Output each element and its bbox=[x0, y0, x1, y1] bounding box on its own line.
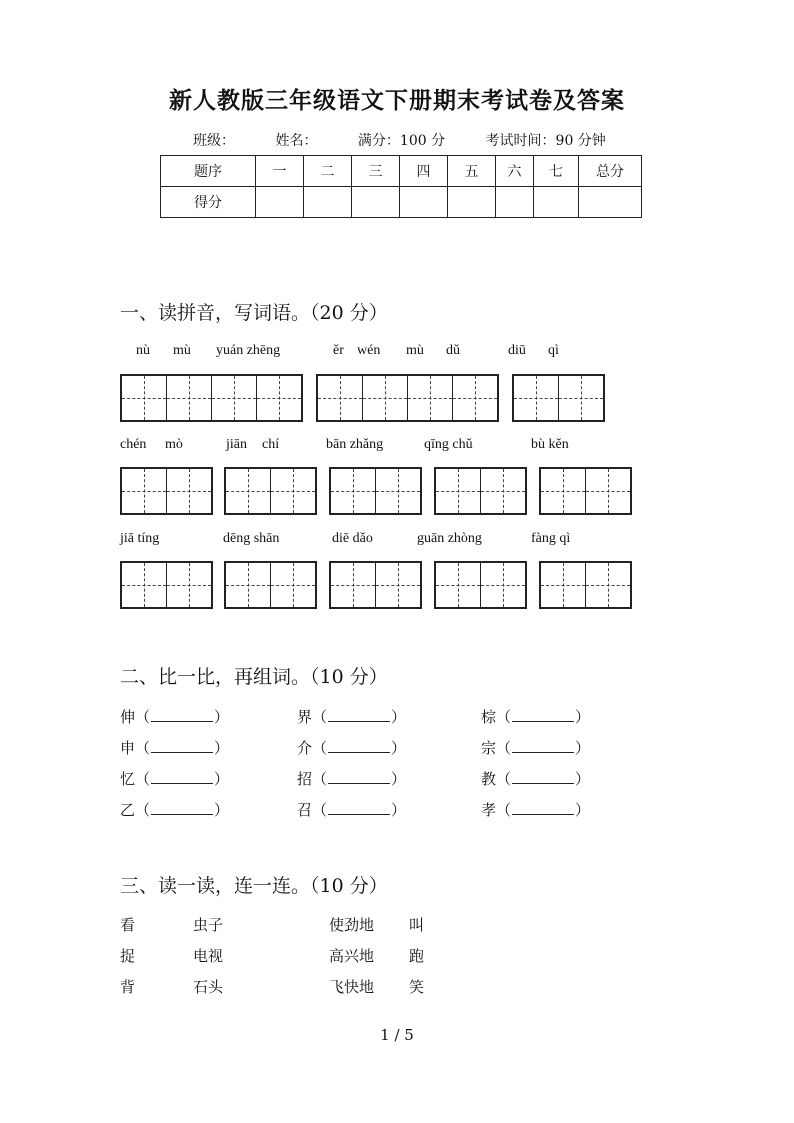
tianzige-2[interactable] bbox=[120, 467, 213, 515]
paren: ） bbox=[575, 739, 591, 757]
score-table-header bbox=[161, 156, 642, 187]
tianzige-cell[interactable] bbox=[376, 563, 420, 607]
answer-blank[interactable] bbox=[151, 771, 213, 784]
compare-item bbox=[297, 737, 406, 758]
tianzige-2[interactable] bbox=[329, 467, 422, 515]
paren: （ bbox=[135, 739, 151, 757]
paren: （ bbox=[312, 739, 328, 757]
answer-blank[interactable] bbox=[151, 740, 213, 753]
score-cell[interactable] bbox=[400, 187, 448, 218]
tianzige-cell[interactable] bbox=[167, 376, 212, 420]
exam-meta bbox=[193, 130, 606, 150]
match-verb-right[interactable]: 跑 bbox=[409, 947, 425, 965]
tianzige-cell[interactable] bbox=[436, 563, 481, 607]
pinyin: chén bbox=[120, 437, 147, 452]
char: 忆 bbox=[120, 770, 136, 788]
match-verb[interactable]: 背 bbox=[120, 978, 136, 996]
score-table bbox=[160, 155, 642, 218]
name-label: 姓名： bbox=[275, 133, 318, 149]
compare-item bbox=[297, 799, 406, 820]
tianzige-cell[interactable] bbox=[586, 469, 630, 513]
compare-item bbox=[481, 799, 590, 820]
pinyin: nù bbox=[136, 343, 150, 358]
pinyin: qīng chǔ bbox=[424, 437, 473, 452]
tianzige-cell[interactable] bbox=[436, 469, 481, 513]
tianzige-cell[interactable] bbox=[318, 376, 363, 420]
char: 招 bbox=[297, 770, 313, 788]
tianzige-2[interactable] bbox=[120, 561, 213, 609]
pinyin: mò bbox=[165, 437, 183, 452]
char: 伸 bbox=[120, 708, 136, 726]
compare-item bbox=[481, 768, 590, 789]
pinyin: guān zhòng bbox=[417, 531, 482, 546]
tianzige-cell[interactable] bbox=[122, 376, 167, 420]
score-cell[interactable] bbox=[534, 187, 579, 218]
score-header-cell: 题序 bbox=[161, 156, 256, 187]
tianzige-2[interactable] bbox=[329, 561, 422, 609]
tianzige-4[interactable] bbox=[316, 374, 499, 422]
pinyin: mù bbox=[406, 343, 424, 358]
tianzige-cell[interactable] bbox=[271, 563, 315, 607]
score-row-label: 得分 bbox=[161, 187, 256, 218]
tianzige-cell[interactable] bbox=[167, 563, 211, 607]
compare-item bbox=[297, 768, 406, 789]
answer-blank[interactable] bbox=[512, 709, 574, 722]
answer-blank[interactable] bbox=[151, 709, 213, 722]
tianzige-cell[interactable] bbox=[481, 563, 525, 607]
score-cell[interactable] bbox=[304, 187, 352, 218]
paren: ） bbox=[214, 708, 230, 726]
paren: ） bbox=[575, 801, 591, 819]
tianzige-cell[interactable] bbox=[226, 563, 271, 607]
score-cell[interactable] bbox=[496, 187, 534, 218]
paren: ） bbox=[391, 708, 407, 726]
tianzige-2[interactable] bbox=[539, 467, 632, 515]
match-adverb[interactable]: 高兴地 bbox=[329, 947, 375, 965]
score-header-cell: 总分 bbox=[579, 156, 642, 187]
score-table-row bbox=[161, 187, 642, 218]
compare-item bbox=[120, 768, 229, 789]
score-header-cell: 二 bbox=[304, 156, 352, 187]
pinyin: mù bbox=[173, 343, 191, 358]
score-cell[interactable] bbox=[579, 187, 642, 218]
pinyin: dǔ bbox=[446, 343, 460, 358]
paren: （ bbox=[312, 801, 328, 819]
pinyin: wén bbox=[357, 343, 381, 358]
tianzige-2[interactable] bbox=[434, 561, 527, 609]
paren: （ bbox=[135, 708, 151, 726]
score-header-cell: 七 bbox=[534, 156, 579, 187]
paren: ） bbox=[214, 770, 230, 788]
pinyin: jiā tíng bbox=[120, 531, 160, 546]
match-verb[interactable]: 捉 bbox=[120, 947, 136, 965]
paren: （ bbox=[312, 770, 328, 788]
tianzige-cell[interactable] bbox=[408, 376, 453, 420]
paren: （ bbox=[496, 770, 512, 788]
tianzige-cell[interactable] bbox=[586, 563, 630, 607]
char: 棕 bbox=[481, 708, 497, 726]
tianzige-cell[interactable] bbox=[514, 376, 559, 420]
match-adverb[interactable]: 飞快地 bbox=[329, 978, 375, 996]
pinyin: bān zhǎng bbox=[326, 437, 384, 452]
char: 申 bbox=[120, 739, 136, 757]
score-header-cell: 四 bbox=[400, 156, 448, 187]
pinyin: fàng qì bbox=[531, 531, 571, 546]
match-noun[interactable]: 石头 bbox=[193, 978, 224, 996]
paren: ） bbox=[391, 770, 407, 788]
answer-blank[interactable] bbox=[328, 771, 390, 784]
tianzige-cell[interactable] bbox=[541, 469, 586, 513]
tianzige-cell[interactable] bbox=[481, 469, 525, 513]
char: 介 bbox=[297, 739, 313, 757]
score-header-cell: 六 bbox=[496, 156, 534, 187]
tianzige-cell[interactable] bbox=[257, 376, 301, 420]
page-title: 新人教版三年级语文下册期末考试卷及答案 bbox=[169, 87, 625, 114]
paren: （ bbox=[496, 708, 512, 726]
char: 孝 bbox=[481, 801, 497, 819]
pinyin: ěr bbox=[333, 343, 344, 358]
score-header-cell: 五 bbox=[448, 156, 496, 187]
paren: （ bbox=[496, 801, 512, 819]
tianzige-cell[interactable] bbox=[226, 469, 271, 513]
match-adverb[interactable]: 使劲地 bbox=[329, 916, 375, 934]
tianzige-cell[interactable] bbox=[453, 376, 497, 420]
match-verb-right[interactable]: 笑 bbox=[409, 978, 425, 996]
paren: （ bbox=[135, 801, 151, 819]
tianzige-4[interactable] bbox=[120, 374, 303, 422]
compare-item bbox=[120, 799, 229, 820]
tianzige-2[interactable] bbox=[539, 561, 632, 609]
tianzige-cell[interactable] bbox=[363, 376, 408, 420]
compare-item bbox=[120, 706, 229, 727]
score-header-cell: 一 bbox=[256, 156, 304, 187]
char: 宗 bbox=[481, 739, 497, 757]
char: 教 bbox=[481, 770, 497, 788]
pinyin: yuán zhēng bbox=[216, 343, 281, 358]
char: 界 bbox=[297, 708, 313, 726]
pinyin: qì bbox=[548, 343, 559, 358]
tianzige-cell[interactable] bbox=[212, 376, 257, 420]
pinyin: chí bbox=[262, 437, 280, 452]
tianzige-2[interactable] bbox=[224, 467, 317, 515]
tianzige-cell[interactable] bbox=[541, 563, 586, 607]
tianzige-cell[interactable] bbox=[331, 469, 376, 513]
section-2-heading: 二、比一比，再组词。（10 分） bbox=[120, 666, 388, 688]
tianzige-cell[interactable] bbox=[122, 469, 167, 513]
pinyin: dēng shān bbox=[223, 531, 280, 546]
exam-time: 考试时间：90 分钟 bbox=[485, 133, 606, 149]
score-cell[interactable] bbox=[352, 187, 400, 218]
paren: ） bbox=[214, 739, 230, 757]
paren: （ bbox=[135, 770, 151, 788]
paren: ） bbox=[575, 708, 591, 726]
score-cell[interactable] bbox=[256, 187, 304, 218]
class-label: 班级： bbox=[193, 133, 235, 149]
tianzige-2[interactable] bbox=[434, 467, 527, 515]
match-verb[interactable]: 看 bbox=[120, 916, 136, 934]
tianzige-cell[interactable] bbox=[167, 469, 211, 513]
match-noun[interactable]: 虫子 bbox=[193, 916, 224, 934]
tianzige-cell[interactable] bbox=[376, 469, 420, 513]
match-noun[interactable]: 电视 bbox=[193, 947, 224, 965]
answer-blank[interactable] bbox=[512, 771, 574, 784]
section-1-heading: 一、读拼音，写词语。（20 分） bbox=[120, 302, 388, 324]
answer-blank[interactable] bbox=[512, 740, 574, 753]
paren: （ bbox=[312, 708, 328, 726]
compare-item bbox=[297, 706, 406, 727]
compare-item bbox=[120, 737, 229, 758]
full-score: 满分：100 分 bbox=[357, 133, 446, 149]
paren: ） bbox=[391, 739, 407, 757]
answer-blank[interactable] bbox=[328, 740, 390, 753]
answer-blank[interactable] bbox=[328, 709, 390, 722]
pinyin: diū bbox=[508, 343, 526, 358]
tianzige-cell[interactable] bbox=[122, 563, 167, 607]
score-cell[interactable] bbox=[448, 187, 496, 218]
char: 乙 bbox=[120, 801, 136, 819]
answer-blank[interactable] bbox=[151, 802, 213, 815]
section-3-heading: 三、读一读，连一连。（10 分） bbox=[120, 875, 388, 897]
tianzige-2[interactable] bbox=[512, 374, 605, 422]
paren: ） bbox=[391, 801, 407, 819]
char: 召 bbox=[297, 801, 313, 819]
tianzige-cell[interactable] bbox=[271, 469, 315, 513]
compare-item bbox=[481, 706, 590, 727]
score-header-cell: 三 bbox=[352, 156, 400, 187]
tianzige-2[interactable] bbox=[224, 561, 317, 609]
tianzige-cell[interactable] bbox=[559, 376, 603, 420]
page-number: 1 / 5 bbox=[380, 1026, 414, 1044]
pinyin: bù kěn bbox=[531, 437, 569, 452]
paren: ） bbox=[575, 770, 591, 788]
paren: ） bbox=[214, 801, 230, 819]
pinyin: diē dǎo bbox=[332, 531, 373, 546]
tianzige-cell[interactable] bbox=[331, 563, 376, 607]
answer-blank[interactable] bbox=[328, 802, 390, 815]
answer-blank[interactable] bbox=[512, 802, 574, 815]
paren: （ bbox=[496, 739, 512, 757]
pinyin: jiān bbox=[226, 437, 247, 452]
compare-item bbox=[481, 737, 590, 758]
match-verb-right[interactable]: 叫 bbox=[409, 916, 425, 934]
